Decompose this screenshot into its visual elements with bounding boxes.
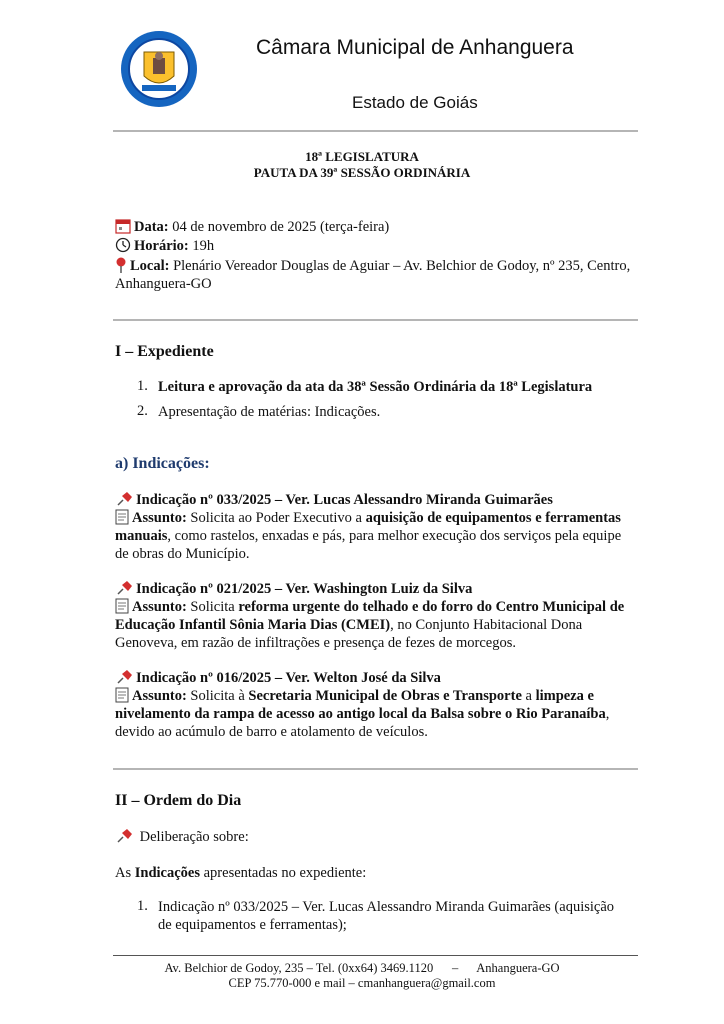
pauta-heading: PAUTA DA 39ª SESSÃO ORDINÁRIA bbox=[253, 165, 471, 180]
pushpin-icon bbox=[115, 828, 133, 844]
header-divider bbox=[113, 130, 638, 132]
clock-icon bbox=[115, 237, 131, 253]
pushpin-icon bbox=[115, 580, 133, 596]
indicacoes-title: a) Indicações: bbox=[115, 455, 210, 472]
pushpin-icon bbox=[115, 669, 133, 685]
list-item-number: 2. bbox=[137, 403, 148, 419]
info-local bbox=[115, 257, 630, 275]
data-label: Data: bbox=[134, 219, 169, 235]
indicacao-assunto: Assunto: Solicita reforma urgente do telhado e do forro do Centro Municipal de Educação Infantil Sônia Maria Dias (CMEI), no Conjunto Habitacional Dona Genoveva, em razão de infiltrações e presença de fezes de morcegos. bbox=[115, 599, 625, 651]
indicacoes-apresentadas: As Indicações apresentadas no expediente: bbox=[115, 865, 367, 881]
list-item-number: 1. bbox=[137, 378, 148, 394]
section-divider bbox=[113, 768, 638, 770]
indicacao-assunto: Assunto: Solicita à Secretaria Municipal de Obras e Transporte a limpeza e nivelamento da rampa de acesso ao antigo local da Balsa sobre o Rio Paranaíba, devido ao acúmulo de barro e atolamento de veículos. bbox=[115, 688, 610, 740]
header-title: Câmara Municipal de Anhanguera bbox=[256, 36, 574, 59]
municipal-seal-logo bbox=[120, 30, 198, 108]
footer-divider bbox=[113, 955, 638, 956]
local-value-line2: Anhanguera-GO bbox=[115, 276, 212, 292]
horario-label: Horário: bbox=[134, 238, 189, 254]
section-divider bbox=[113, 319, 638, 321]
legislatura-heading: 18ª LEGISLATURA bbox=[305, 149, 419, 164]
location-pin-icon bbox=[115, 257, 127, 273]
info-horario bbox=[115, 237, 214, 255]
pushpin-icon bbox=[115, 491, 133, 507]
list-item-continuation: de equipamentos e ferramentas); bbox=[158, 917, 347, 933]
horario-value: 19h bbox=[188, 238, 215, 254]
indicacao-title: Indicação nº 016/2025 – Ver. Welton José da Silva bbox=[115, 669, 441, 687]
footer-address: Av. Belchior de Godoy, 235 – Tel. (0xx64) 3469.1120 – Anhanguera-GO bbox=[164, 961, 560, 975]
document-icon bbox=[115, 598, 129, 614]
local-label: Local: bbox=[130, 258, 170, 274]
header-subtitle: Estado de Goiás bbox=[352, 93, 478, 112]
list-item: Apresentação de matérias: Indicações. bbox=[158, 404, 381, 420]
list-item-number: 1. bbox=[137, 898, 148, 914]
deliberacao-line: Deliberação sobre: bbox=[115, 828, 249, 846]
calendar-icon bbox=[115, 218, 131, 234]
ordem-title: II – Ordem do Dia bbox=[115, 792, 242, 809]
expediente-title: I – Expediente bbox=[115, 343, 214, 360]
list-item: Leitura e aprovação da ata da 38ª Sessão Ordinária da 18ª Legislatura bbox=[158, 379, 593, 395]
indicacao-title: Indicação nº 021/2025 – Ver. Washington Luiz da Silva bbox=[115, 580, 472, 598]
document-icon bbox=[115, 509, 129, 525]
indicacao-assunto: Assunto: Solicita ao Poder Executivo a aquisição de equipamentos e ferramentas manuais, como rastelos, enxadas e pás, para melhor execução dos serviços pela equipe de obras do Município. bbox=[115, 510, 622, 562]
info-data bbox=[115, 218, 389, 236]
footer-contact: CEP 75.770-000 e mail – cmanhanguera@gmail.com bbox=[228, 976, 496, 990]
list-item: Indicação nº 033/2025 – Ver. Lucas Alessandro Miranda Guimarães (aquisição bbox=[158, 899, 615, 915]
data-value: 04 de novembro de 2025 (terça-feira) bbox=[168, 219, 390, 235]
indicacao-title: Indicação nº 033/2025 – Ver. Lucas Alessandro Miranda Guimarães bbox=[115, 491, 553, 509]
local-value-line1: Plenário Vereador Douglas de Aguiar – Av. Belchior de Godoy, nº 235, Centro, bbox=[169, 258, 631, 274]
document-icon bbox=[115, 687, 129, 703]
